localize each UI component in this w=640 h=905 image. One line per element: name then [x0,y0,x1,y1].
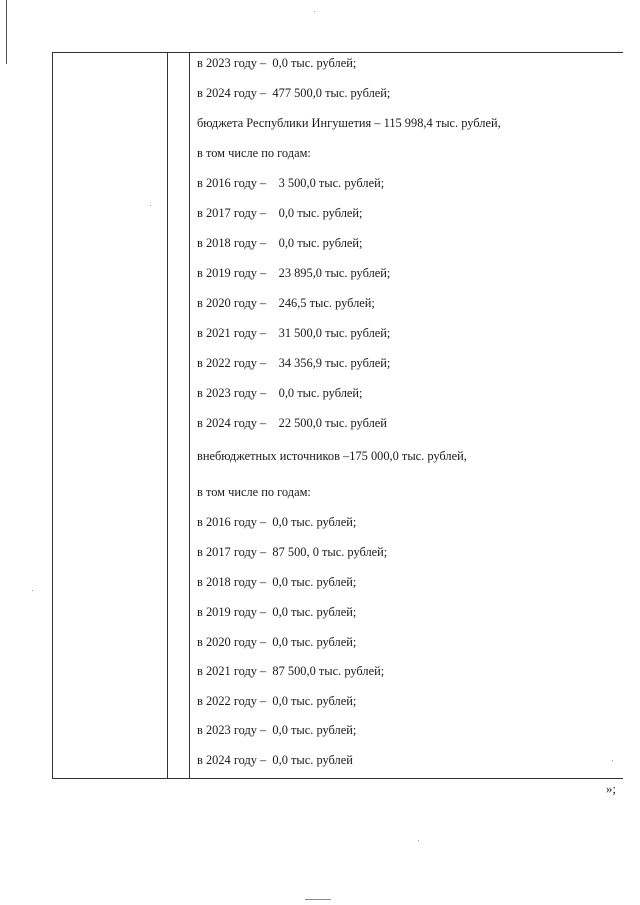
closing-quote-mark: »; [605,781,616,796]
text-line: в 2023 году – 0,0 тыс. рублей; [197,723,357,737]
scan-speck [418,840,419,841]
scan-speck [32,590,33,591]
text-line: в 2022 году – 0,0 тыс. рублей; [197,694,357,708]
text-line: в том числе по годам: [197,485,311,499]
text-line: в 2020 году – 0,0 тыс. рублей; [197,635,357,649]
page-edge-line [6,0,7,64]
text-line: в 2016 году – 0,0 тыс. рублей; [197,515,357,529]
text-line: в 2016 году – 3 500,0 тыс. рублей; [197,176,385,190]
text-line: в 2019 году – 23 895,0 тыс. рублей; [197,266,391,280]
text-line: в 2022 году – 34 356,9 тыс. рублей; [197,356,391,370]
scan-speck [612,760,613,761]
text-line: бюджета Республики Ингушетия – 115 998,4 тыс. рублей, [197,116,501,130]
text-line: в 2023 году – 0,0 тыс. рублей; [197,386,363,400]
funding-table [52,52,623,779]
text-line: в 2017 году – 87 500, 0 тыс. рублей; [197,545,388,559]
column-divider-1 [167,53,168,778]
text-line: в 2020 году – 246,5 тыс. рублей; [197,296,375,310]
text-line: в 2018 году – 0,0 тыс. рублей; [197,575,357,589]
text-line: внебюджетных источников –175 000,0 тыс. рублей, [197,449,467,463]
scan-speck [150,205,151,206]
text-line: в 2019 году – 0,0 тыс. рублей; [197,605,357,619]
text-line: в 2024 году – 477 500,0 тыс. рублей; [197,86,391,100]
text-line: в 2021 году – 87 500,0 тыс. рублей; [197,664,385,678]
footer-rule [305,899,331,900]
text-line: в том числе по годам: [197,146,311,160]
text-line: в 2018 году – 0,0 тыс. рублей; [197,236,363,250]
text-line: в 2021 году – 31 500,0 тыс. рублей; [197,326,391,340]
text-line: в 2023 году – 0,0 тыс. рублей; [197,56,357,70]
text-line: в 2024 году – 22 500,0 тыс. рублей [197,416,387,430]
scan-speck [314,11,315,12]
text-line: в 2024 году – 0,0 тыс. рублей [197,753,353,767]
column-divider-2 [189,53,190,778]
text-line: в 2017 году – 0,0 тыс. рублей; [197,206,363,220]
